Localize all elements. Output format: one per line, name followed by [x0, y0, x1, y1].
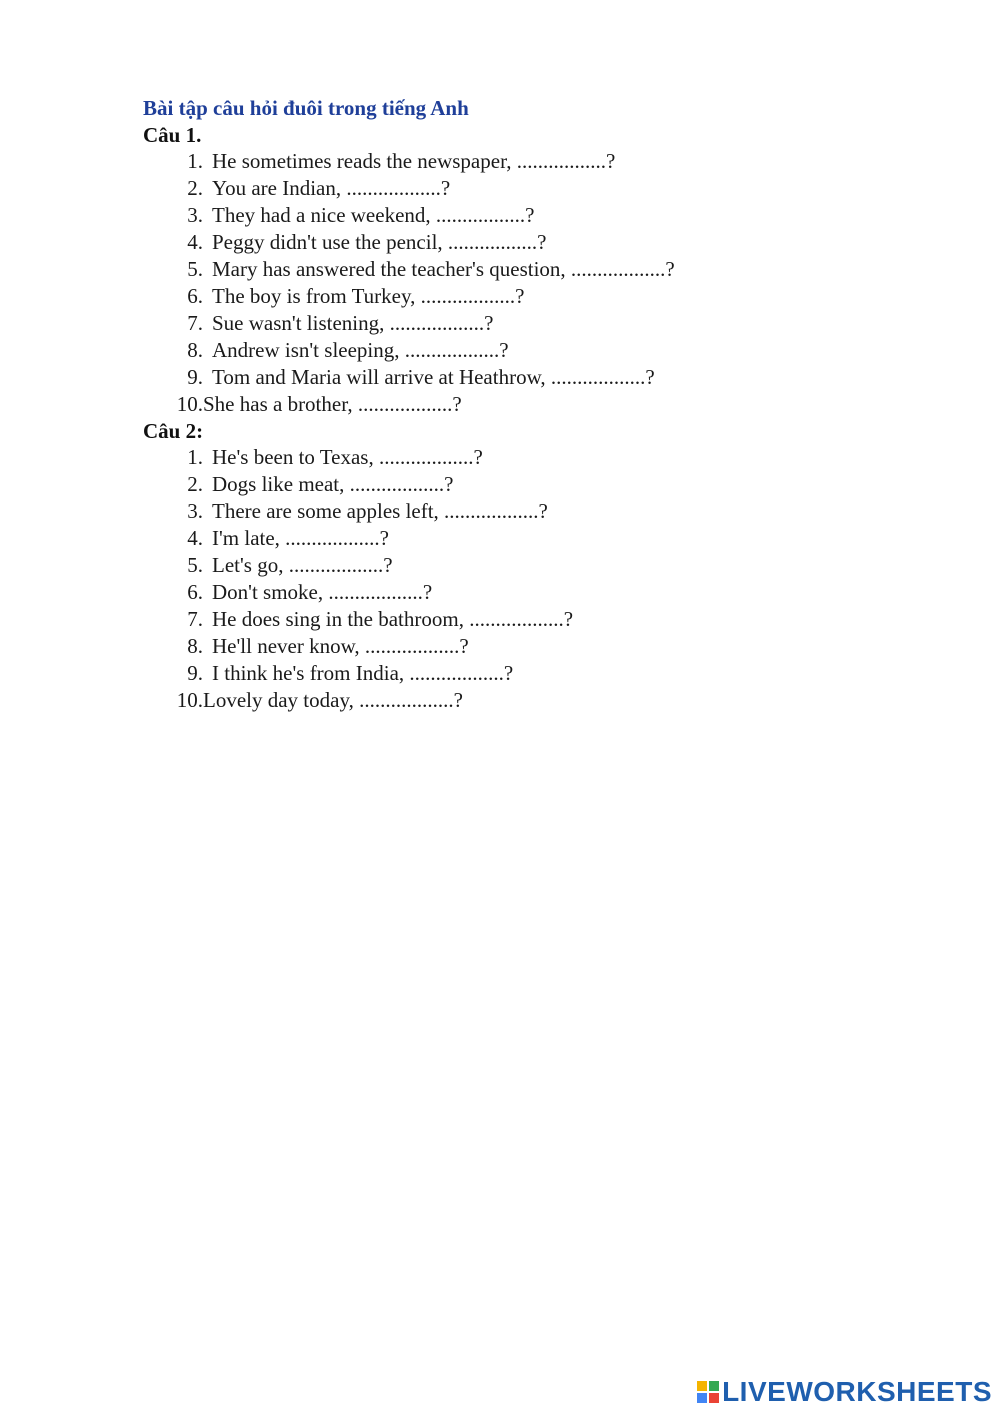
question-number: 1. [187, 445, 203, 469]
question-number: 5. [187, 553, 203, 577]
liveworksheets-logo [697, 1377, 992, 1407]
question-item [143, 498, 903, 525]
question-item [143, 310, 903, 337]
section-heading-2: Câu 2: [143, 419, 204, 443]
logo-text: LIVEWORKSHEETS [722, 1376, 992, 1407]
section-heading-1: Câu 1. [143, 123, 202, 147]
question-number: 3. [187, 203, 203, 227]
question-list-2 [143, 444, 903, 714]
question-text: Let's go, ..................? [212, 553, 393, 577]
worksheet-document [143, 94, 903, 714]
question-list-1 [143, 148, 903, 418]
question-text: You are Indian, ..................? [212, 176, 451, 200]
question-item [143, 364, 903, 391]
question-text: He's been to Texas, ..................? [212, 445, 483, 469]
question-number: 4. [187, 230, 203, 254]
question-item [143, 552, 903, 579]
question-number: 9. [187, 661, 203, 685]
question-number: 10. [176, 392, 203, 416]
question-text: Tom and Maria will arrive at Heathrow, ..................? [212, 365, 655, 389]
question-item [143, 606, 903, 633]
question-number: 10. [176, 688, 203, 712]
question-item [143, 175, 903, 202]
question-text: He does sing in the bathroom, ..................? [212, 607, 574, 631]
question-text: He'll never know, ..................? [212, 634, 469, 658]
question-item [143, 148, 903, 175]
question-number: 6. [187, 580, 203, 604]
question-number: 2. [187, 472, 203, 496]
question-number: 6. [187, 284, 203, 308]
question-text: I think he's from India, ..................? [212, 661, 514, 685]
question-number: 5. [187, 257, 203, 281]
question-item [143, 633, 903, 660]
question-item [143, 229, 903, 256]
question-item [143, 283, 903, 310]
question-text: Peggy didn't use the pencil, .................? [212, 230, 547, 254]
question-item [143, 471, 903, 498]
question-item [143, 525, 903, 552]
question-item [143, 256, 903, 283]
question-item [143, 660, 903, 687]
question-number: 3. [187, 499, 203, 523]
question-text: Don't smoke, ..................? [212, 580, 433, 604]
question-number: 8. [187, 634, 203, 658]
question-text: Lovely day today, ..................? [203, 688, 463, 712]
question-number: 2. [187, 176, 203, 200]
question-text: She has a brother, ..................? [203, 392, 462, 416]
question-number: 7. [187, 311, 203, 335]
question-number: 4. [187, 526, 203, 550]
question-text: The boy is from Turkey, ..................? [212, 284, 525, 308]
question-text: Sue wasn't listening, ..................? [212, 311, 494, 335]
question-item [143, 687, 903, 714]
question-text: There are some apples left, ..................? [212, 499, 548, 523]
document-title: Bài tập câu hỏi đuôi trong tiếng Anh [143, 96, 469, 120]
question-text: Dogs like meat, ..................? [212, 472, 454, 496]
question-number: 9. [187, 365, 203, 389]
question-item [143, 579, 903, 606]
question-text: Mary has answered the teacher's question, ..................? [212, 257, 675, 281]
question-item [143, 337, 903, 364]
question-text: I'm late, ..................? [212, 526, 389, 550]
question-number: 1. [187, 149, 203, 173]
question-number: 7. [187, 607, 203, 631]
liveworksheets-logo-icon [697, 1381, 719, 1403]
question-text: They had a nice weekend, .................? [212, 203, 535, 227]
question-text: Andrew isn't sleeping, ..................? [212, 338, 509, 362]
question-text: He sometimes reads the newspaper, .................? [212, 149, 616, 173]
question-item [143, 391, 903, 418]
question-item [143, 202, 903, 229]
question-number: 8. [187, 338, 203, 362]
question-item [143, 444, 903, 471]
